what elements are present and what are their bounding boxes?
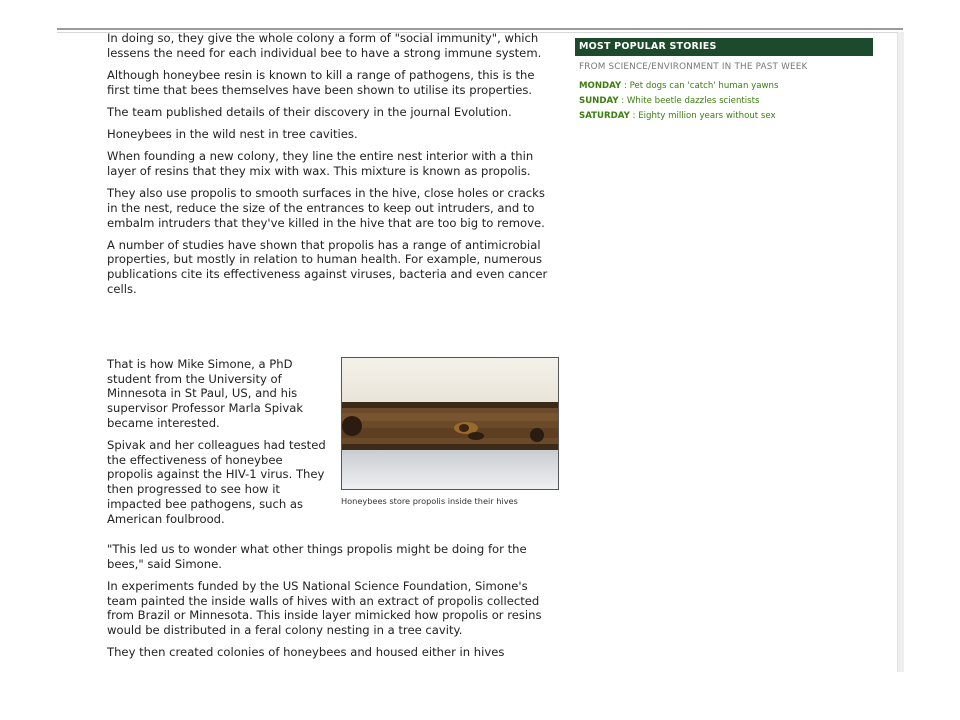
story-title[interactable]: Eighty million years without sex xyxy=(638,111,776,121)
page-scrollbar[interactable] xyxy=(897,32,904,672)
story-day: MONDAY xyxy=(579,81,622,91)
article-paragraph: Spivak and her colleagues had tested the effectiveness of honeybee propolis against the HIV-1 virus. They then progressed to see how it impacted bee pathogens, such as American foulbrood. xyxy=(107,438,326,526)
article-paragraph: The team published details of their discovery in the journal Evolution. xyxy=(107,104,512,119)
article-body-wrapped xyxy=(107,357,332,534)
sidebar-heading: MOST POPULAR STORIES xyxy=(575,38,873,56)
most-popular-sidebar xyxy=(575,38,873,126)
article-body-bottom xyxy=(107,542,559,667)
story-separator: : xyxy=(621,96,625,106)
popular-story-link[interactable] xyxy=(579,81,873,91)
story-title[interactable]: Pet dogs can 'catch' human yawns xyxy=(629,81,779,91)
honeybee-hive-photo xyxy=(341,357,559,490)
popular-story-link[interactable] xyxy=(579,96,873,106)
story-separator: : xyxy=(623,81,627,91)
article-paragraph: They also use propolis to smooth surfaces in the hive, close holes or cracks in the nest, reduce the size of the entrances to keep out intruders, and to embalm intruders that they've killed in the hive that are too big to remove. xyxy=(107,186,545,230)
article-paragraph: That is how Mike Simone, a PhD student from the University of Minnesota in St Paul, US, and his supervisor Professor Marla Spivak became interested. xyxy=(107,357,304,430)
article-paragraph: Honeybees in the wild nest in tree cavities. xyxy=(107,127,358,142)
article-paragraph: They then created colonies of honeybees and housed either in hives xyxy=(107,645,505,660)
top-divider xyxy=(57,28,903,30)
story-day: SATURDAY xyxy=(579,111,630,121)
article-figure xyxy=(341,357,559,506)
article-paragraph: Although honeybee resin is known to kill a range of pathogens, this is the first time that bees themselves have been shown to utilise its properties. xyxy=(107,67,535,97)
figure-caption: Honeybees store propolis inside their hives xyxy=(341,496,518,506)
story-day: SUNDAY xyxy=(579,96,619,106)
article-paragraph: A number of studies have shown that propolis has a range of antimicrobial properties, but mostly in relation to human health. For example, numerous publications cite its effectiveness against viruses, bacteria and even cancer cells. xyxy=(107,237,548,296)
article-paragraph: "This led us to wonder what other things propolis might be doing for the bees," said Simone. xyxy=(107,542,527,571)
article-paragraph: When founding a new colony, they line the entire nest interior with a thin layer of resins that they mix with wax. This mixture is known as propolis. xyxy=(107,149,534,178)
article-paragraph: In experiments funded by the US National Science Foundation, Simone's team painted the inside walls of hives with an extract of propolis collected from Brazil or Minnesota. This inside layer mimicked how propolis or resins would be distributed in a feral colony nesting in a tree cavity. xyxy=(107,578,542,638)
story-separator: : xyxy=(632,111,636,121)
story-title[interactable]: White beetle dazzles scientists xyxy=(626,96,760,106)
sidebar-subheading: FROM SCIENCE/ENVIRONMENT IN THE PAST WEEK xyxy=(579,62,808,72)
article-paragraph: In doing so, they give the whole colony a form of "social immunity", which lessens the need for each individual bee to have a strong immune system. xyxy=(107,31,542,60)
popular-story-link[interactable] xyxy=(579,111,873,121)
